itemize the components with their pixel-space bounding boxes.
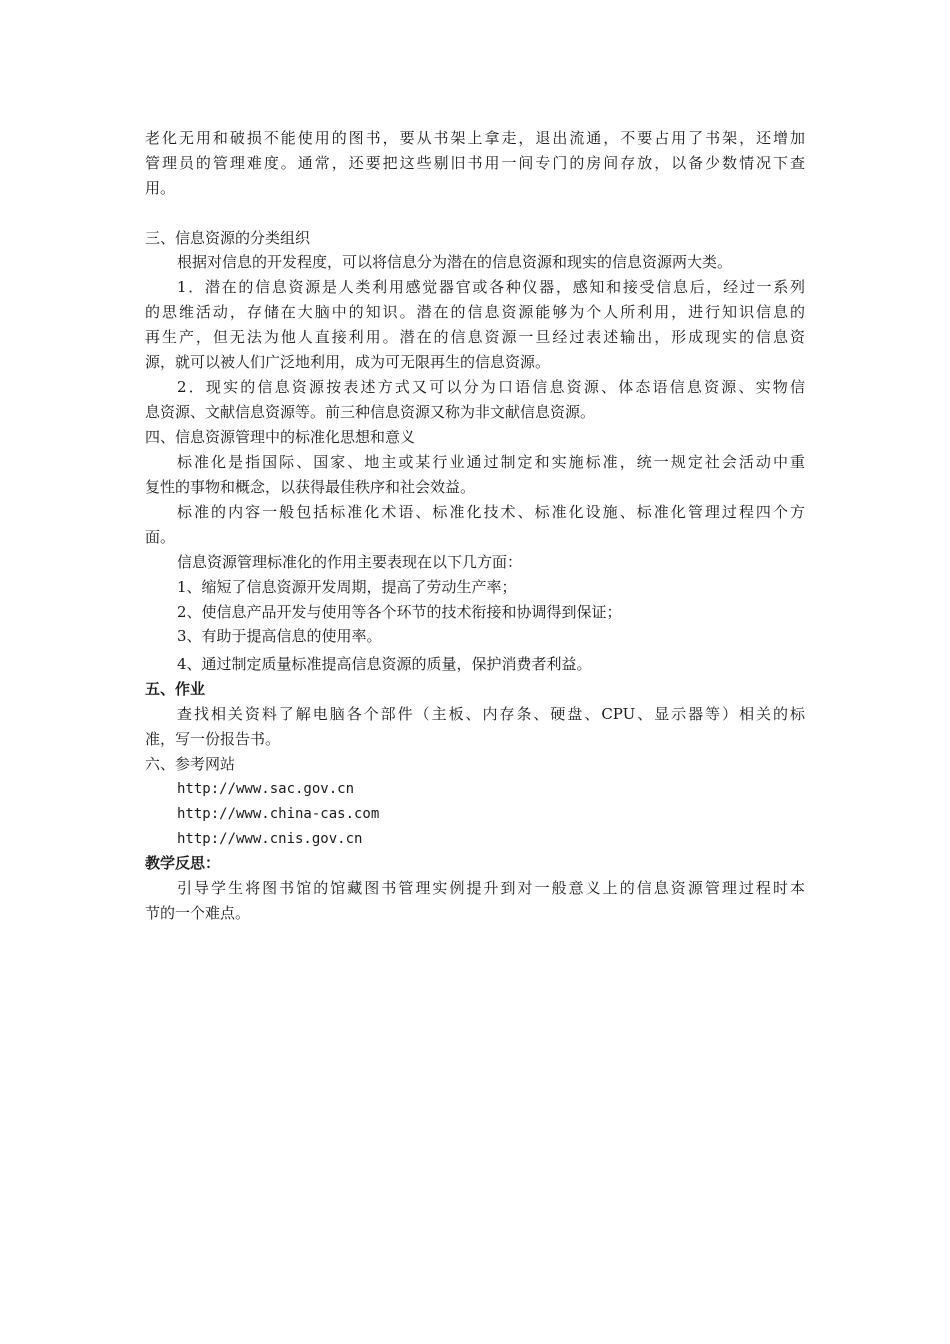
reflection-heading: 教学反思： — [145, 854, 221, 872]
section-5-heading: 五、作业 — [145, 680, 206, 698]
section-3-item-1-line-3: 再生产，但无法为他人直接利用。潜在的信息资源一旦经过表述输出，形成现实的信息资 — [145, 328, 805, 346]
section-5-line-2: 准，写一份报告书。 — [145, 730, 281, 748]
list-item: 1、缩短了信息资源开发周期，提高了劳动生产率； — [177, 578, 517, 596]
section-5-line-1: 查找相关资料了解电脑各个部件（主板、内存条、硬盘、CPU、显示器等）相关的标 — [177, 705, 805, 723]
reference-link[interactable]: http://www.sac.gov.cn — [177, 781, 355, 797]
reference-link[interactable]: http://www.cnis.gov.cn — [177, 831, 363, 847]
section-3-item-1-line-1: 1．潜在的信息资源是人类利用感觉器官或各种仪器，感知和接受信息后，经过一系列 — [177, 278, 805, 296]
section-3-item-2-line-2: 息资源、文献信息资源等。前三种信息资源又称为非文献信息资源。 — [145, 403, 596, 421]
list-item: 3、有助于提高信息的使用率。 — [177, 627, 382, 645]
intro-line-2: 管理员的管理难度。通常，还要把这些剔旧书用一间专门的房间存放，以备少数情况下查 — [145, 154, 805, 172]
section-3-heading: 三、信息资源的分类组织 — [145, 229, 311, 247]
section-4-paragraph-2-line-1: 标准的内容一般包括标准化术语、标准化技术、标准化设施、标准化管理过程四个方 — [177, 503, 805, 521]
section-4-paragraph-1-line-1: 标准化是指国际、国家、地主或某行业通过制定和实施标准，统一规定社会活动中重 — [177, 453, 805, 471]
section-3-item-2-line-1: 2．现实的信息资源按表述方式又可以分为口语信息资源、体态语信息资源、实物信 — [177, 378, 805, 396]
reflection-line-1: 引导学生将图书馆的馆藏图书管理实例提升到对一般意义上的信息资源管理过程时本 — [177, 879, 805, 897]
section-3-item-1-line-2: 的思维活动，存储在大脑中的知识。潜在的信息资源能够为个人所利用，进行知识信息的 — [145, 303, 805, 321]
section-4-paragraph-2-line-2: 面。 — [145, 528, 176, 546]
section-4-paragraph-1-line-2: 复性的事物和概念，以获得最佳秩序和社会效益。 — [145, 478, 476, 496]
list-item: 4、通过制定质量标准提高信息资源的质量，保护消费者利益。 — [177, 655, 592, 673]
section-3-paragraph: 根据对信息的开发程度，可以将信息分为潜在的信息资源和现实的信息资源两大类。 — [177, 253, 733, 271]
reference-link[interactable]: http://www.china-cas.com — [177, 806, 380, 822]
section-3-item-1-line-4: 源，就可以被人们广泛地利用，成为可无限再生的信息资源。 — [145, 353, 551, 371]
section-4-heading: 四、信息资源管理中的标准化思想和意义 — [145, 428, 416, 446]
section-6-heading: 六、参考网站 — [145, 755, 236, 773]
intro-line-1: 老化无用和破损不能使用的图书，要从书架上拿走，退出流通，不要占用了书架，还增加 — [145, 129, 805, 147]
intro-line-3: 用。 — [145, 179, 176, 197]
section-4-paragraph-3: 信息资源管理标准化的作用主要表现在以下几方面： — [177, 553, 523, 571]
reflection-line-2: 节的一个难点。 — [145, 904, 251, 922]
list-item: 2、使信息产品开发与使用等各个环节的技术衔接和协调得到保证； — [177, 603, 622, 621]
